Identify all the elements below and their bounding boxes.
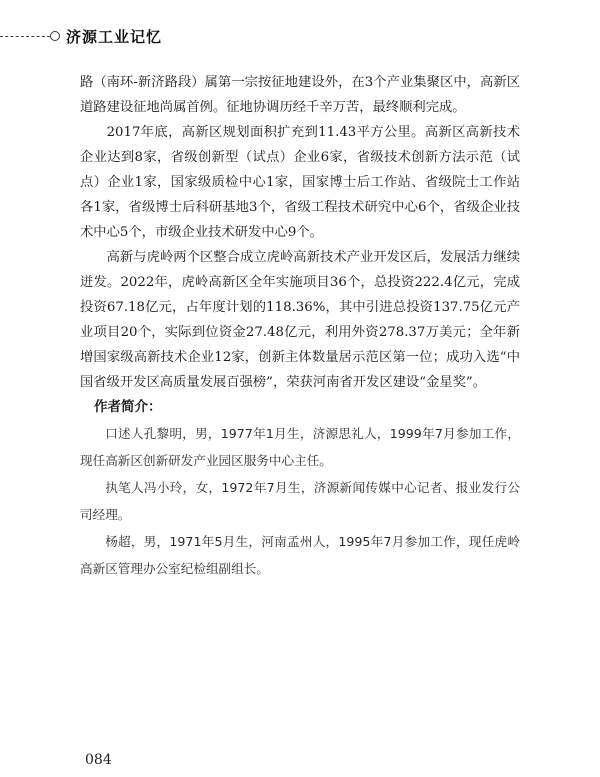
bio-writer: 执笔人冯小玲，女，1972年7月生，济源新闻传媒中心记者、报业发行公司经理。 — [80, 480, 520, 522]
header-dashed-rule — [0, 36, 50, 37]
running-header — [0, 26, 600, 48]
bio-narrator: 口述人孔黎明，男，1977年1月生，济源思礼人，1999年7月参加工作，现任高新区创新研发产业园区服务中心主任。 — [80, 426, 520, 468]
page-body — [80, 70, 520, 582]
author-intro-heading: 作者简介： — [94, 399, 162, 415]
bio-contributor: 杨超，男，1971年5月生，河南孟州人，1995年7月参加工作，现任虎岭高新区管理办公室纪检组副组长。 — [80, 534, 520, 576]
book-title: 济源工业记忆 — [66, 28, 163, 46]
header-circle-icon — [50, 31, 60, 41]
paragraph-2022: 高新与虎岭两个区整合成立虎岭高新技术产业开发区后，发展活力继续迸发。2022年，虎岭高新区全年实施项目36个，总投资222.4亿元，完成投资67.18亿元，占年度计划的118.36%，其中引进总投资137.75亿元产业项目20个，实际到位资金27.48亿元，利用外资278.37万美元；全年新增国家级高新技术企业12家，创新主体数量居示范区第一位；成功入选“中国省级开发区高质量发展百强榜”，荣获河南省开发区建设“金星奖”。 — [80, 250, 520, 390]
page-number: 084 — [85, 752, 112, 768]
paragraph-continued: 路（南环-新济路段）属第一宗按征地建设外，在3个产业集聚区中，高新区道路建设征地尚属首例。征地协调历经千辛万苦，最终顺利完成。 — [80, 75, 520, 115]
paragraph-2017: 2017年底，高新区规划面积扩充到11.43平方公里。高新区高新技术企业达到8家，省级创新型（试点）企业6家，省级技术创新方法示范（试点）企业1家，国家级质检中心1家，国家博士后工作站、省级院士工作站各1家，省级博士后科研基地3个，省级工程技术研究中心6个，省级企业技术中心5个，市级企业技术研发中心9个。 — [80, 125, 520, 240]
